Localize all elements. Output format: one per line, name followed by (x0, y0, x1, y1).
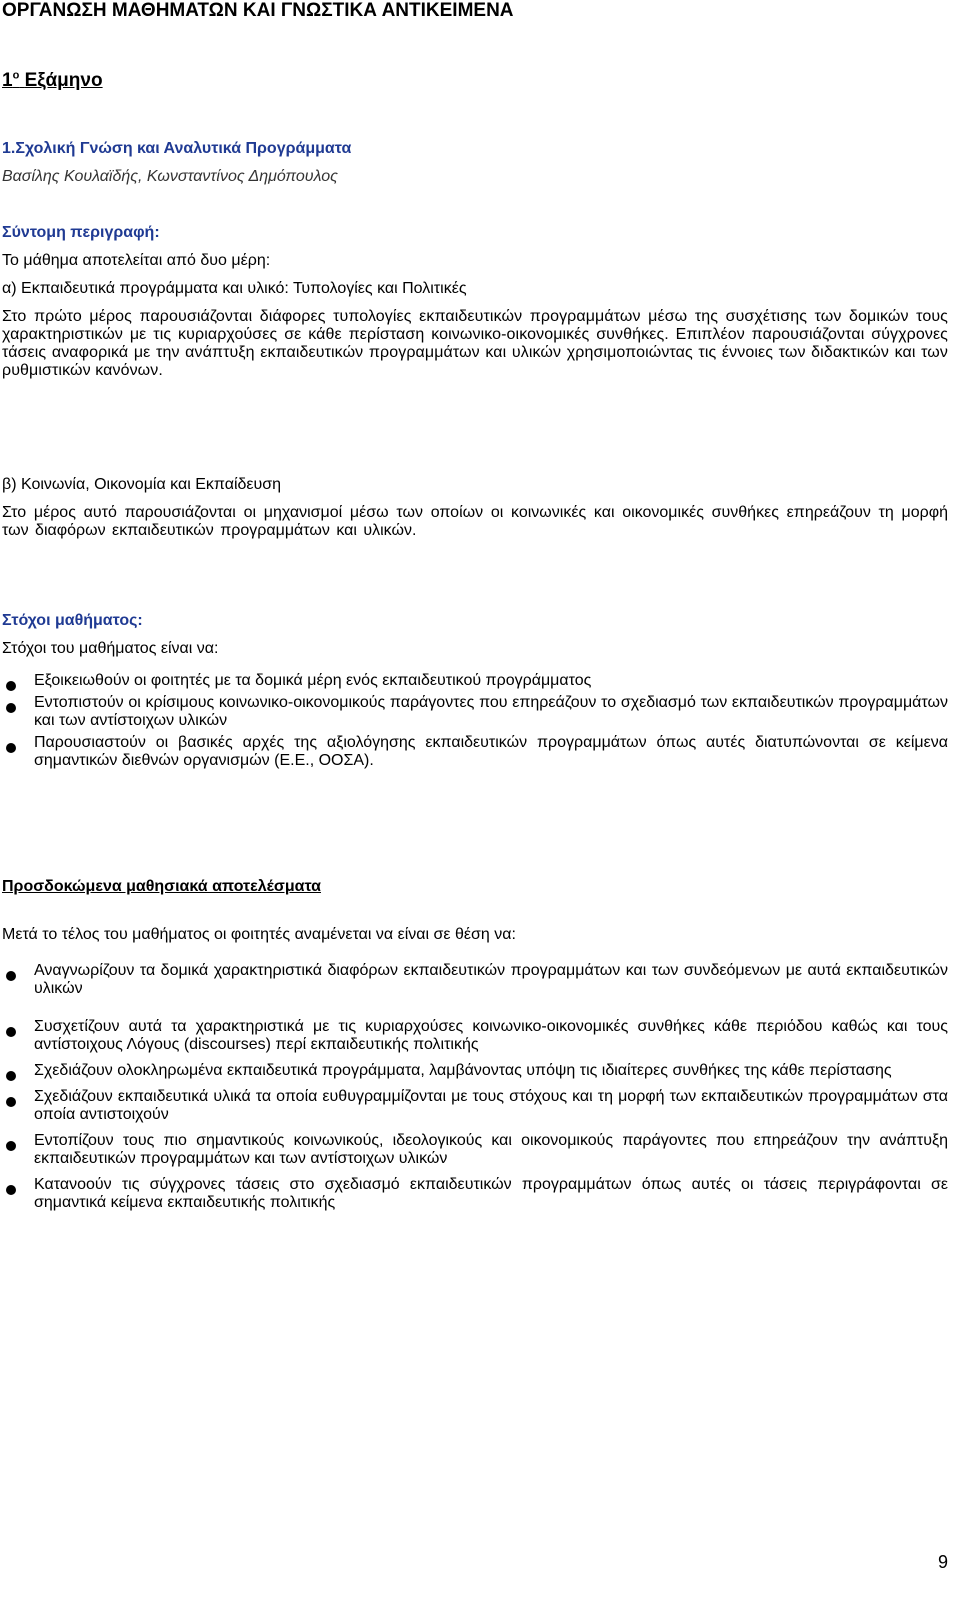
goals-list (2, 672, 948, 770)
course-title: 1.Σχολική Γνώση και Αναλυτικά Προγράμματα (2, 140, 352, 157)
list-item: Κατανοούν τις σύγχρονες τάσεις στο σχεδιασμό εκπαιδευτικών προγραμμάτων όπως αυτές οι τάσεις περιγράφονται σε σημαντικά κείμενα εκπαιδευτικής πολιτικής (2, 1176, 948, 1212)
bullet-icon (6, 681, 16, 691)
list-item: Εντοπίζουν τους πιο σημαντικούς κοινωνικούς, ιδεολογικούς και οικονομικούς παράγοντες που επηρεάζουν την ανάπτυξη εκπαιδευτικών προγραμμάτων και των αντίστοιχων υλικών (2, 1132, 948, 1168)
outcomes-list (2, 962, 948, 1212)
part-b-title: β) Κοινωνία, Οικονομία και Εκπαίδευση (2, 476, 282, 493)
list-item: Σχεδιάζουν εκπαιδευτικά υλικά τα οποία ευθυγραμμίζονται με τους στόχους και τη μορφή των εκπαιδευτικών προγραμμάτων στα οποία αντιστοιχούν (2, 1088, 948, 1124)
list-item: Εξοικειωθούν οι φοιτητές με τα δομικά μέρη ενός εκπαιδευτικού προγράμματος (2, 672, 948, 690)
list-item: Παρουσιαστούν οι βασικές αρχές της αξιολόγησης εκπαιδευτικών προγραμμάτων όπως αυτές διατυπώνονται σε κείμενα σημαντικών διεθνών οργανισμών (Ε.Ε., ΟΟΣΑ). (2, 734, 948, 770)
bullet-icon (6, 1185, 16, 1195)
outcomes-heading: Προσδοκώμενα μαθησιακά αποτελέσματα (2, 878, 321, 895)
list-item: Αναγνωρίζουν τα δομικά χαρακτηριστικά διαφόρων εκπαιδευτικών προγραμμάτων και των συνδεόμενων με αυτά εκπαιδευτικών υλικών (2, 962, 948, 998)
list-item: Εντοπιστούν οι κρίσιμους κοινωνικο-οικονομικούς παράγοντες που επηρεάζουν το σχεδιασμό των εκπαιδευτικών προγραμμάτων και των αντίστοιχων υλικών (2, 694, 948, 730)
bullet-icon (6, 1027, 16, 1037)
bullet-icon (6, 971, 16, 981)
description-heading: Σύντομη περιγραφή: (2, 224, 160, 241)
semester-heading (2, 70, 103, 92)
part-a-title: α) Εκπαιδευτικά προγράμματα και υλικό: Τυπολογίες και Πολιτικές (2, 280, 467, 297)
bullet-icon (6, 703, 16, 713)
bullet-icon (6, 1141, 16, 1151)
bullet-icon (6, 1097, 16, 1107)
goals-heading: Στόχοι μαθήματος: (2, 612, 143, 629)
page-number: 9 (937, 1552, 948, 1572)
document-title: ΟΡΓΑΝΩΣΗ ΜΑΘΗΜΑΤΩΝ ΚΑΙ ΓΝΩΣΤΙΚΑ ΑΝΤΙΚΕΙΜΕΝΑ (2, 0, 514, 21)
goals-intro: Στόχοι του μαθήματος είναι να: (2, 640, 219, 657)
list-item: Συσχετίζουν αυτά τα χαρακτηριστικά με τις κυριαρχούσες κοινωνικο-οικονομικές συνθήκες κάθε περιόδου καθώς και τους αντίστοιχους Λόγους (discourses) περί εκπαιδευτικής πολιτικής (2, 1018, 948, 1054)
semester-word: Εξάμηνο (24, 70, 103, 91)
semester-number: 1 (2, 70, 13, 91)
part-b-text: Στο μέρος αυτό παρουσιάζονται οι μηχανισμοί μέσω των οποίων οι κοινωνικές και οικονομικές συνθήκες επηρεάζουν τη μορφή των διαφόρων εκπαιδευτικών προγραμμάτων και υλικών. (2, 504, 948, 539)
course-instructors: Βασίλης Κουλαϊδής, Κωνσταντίνος Δημόπουλος (2, 168, 338, 185)
bullet-icon (6, 1071, 16, 1081)
description-intro: Το μάθημα αποτελείται από δυο μέρη: (2, 252, 271, 269)
outcomes-intro: Μετά το τέλος του μαθήματος οι φοιτητές αναμένεται να είναι σε θέση να: (2, 926, 516, 943)
semester-superscript: ο (12, 69, 20, 82)
list-item: Σχεδιάζουν ολοκληρωμένα εκπαιδευτικά προγράμματα, λαμβάνοντας υπόψη τις ιδιαίτερες συνθήκες της κάθε περίστασης (2, 1062, 948, 1080)
part-a-text: Στο πρώτο μέρος παρουσιάζονται διάφορες τυπολογίες εκπαιδευτικών προγραμμάτων μέσω της συσχέτισης των δομικών τους χαρακτηριστικών με τις κυριαρχούσες σε κάθε περίσταση κοινωνικο-οικονομικές συνθήκες. Επιπλέον παρουσιάζονται σύγχρονες τάσεις αναφορικά με την ανάπτυξη εκπαιδευτικών προγραμμάτων και υλικών χρησιμοποιώντας τις έννοιες των διδακτικών και των ρυθμιστικών κανόνων. (2, 308, 948, 379)
bullet-icon (6, 743, 16, 753)
